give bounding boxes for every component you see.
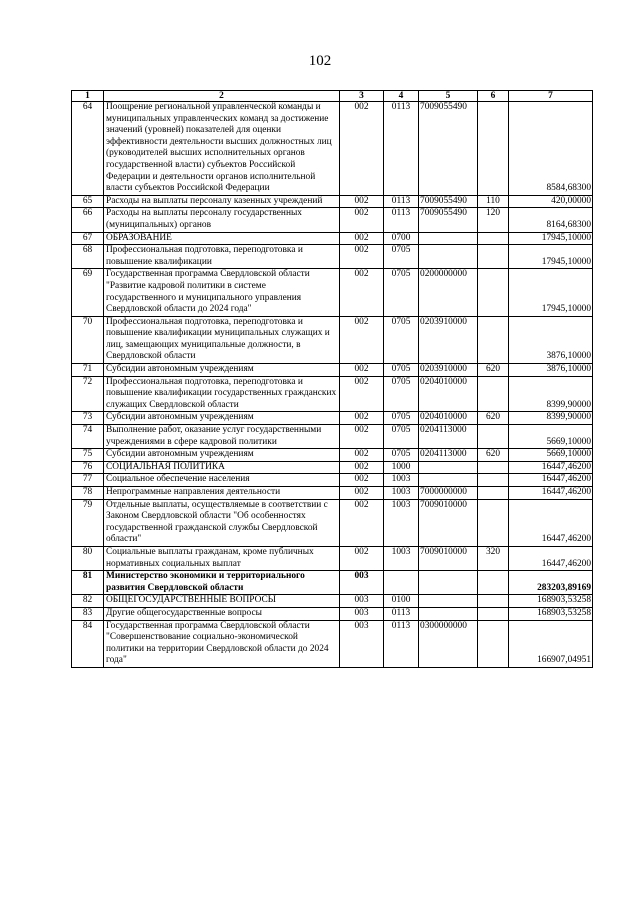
row-code-3: 003 (340, 607, 384, 620)
row-code-3: 002 (340, 499, 384, 546)
table-row (72, 595, 593, 608)
row-code-6 (478, 474, 509, 487)
row-code-5: 0200000000 (419, 269, 478, 316)
row-number: 76 (72, 461, 104, 474)
row-name: Социальное обеспечение населения (104, 474, 340, 487)
row-code-6 (478, 425, 509, 449)
row-code-3: 002 (340, 269, 384, 316)
row-code-3: 002 (340, 232, 384, 245)
row-code-4: 0705 (384, 376, 419, 412)
row-code-3: 002 (340, 449, 384, 462)
row-code-6 (478, 571, 509, 595)
row-name: Отдельные выплаты, осуществляемые в соответствии с Законом Свердловской области "Об особенностях государственной гражданской службы Свердловской области" (104, 499, 340, 546)
row-code-4: 0100 (384, 595, 419, 608)
row-code-4: 0705 (384, 364, 419, 377)
table-row (72, 232, 593, 245)
col-header-6: 6 (478, 91, 509, 102)
row-name: Выполнение работ, оказание услуг государственными учреждениями в сфере кадровой политики (104, 425, 340, 449)
row-code-4: 1000 (384, 461, 419, 474)
row-name: Субсидии автономным учреждениям (104, 449, 340, 462)
row-name: Профессиональная подготовка, переподготовка и повышение квалификации государственных гражданских служащих Свердловской области (104, 376, 340, 412)
col-header-1: 1 (72, 91, 104, 102)
row-amount: 5669,10000 (509, 449, 593, 462)
table-row (72, 425, 593, 449)
row-name: ОБЩЕГОСУДАРСТВЕННЫЕ ВОПРОСЫ (104, 595, 340, 608)
row-code-6 (478, 269, 509, 316)
row-code-5: 0203910000 (419, 364, 478, 377)
row-code-3: 003 (340, 620, 384, 667)
row-number: 65 (72, 195, 104, 208)
row-code-4: 1003 (384, 499, 419, 546)
row-number: 69 (72, 269, 104, 316)
row-code-6 (478, 620, 509, 667)
row-code-3: 003 (340, 571, 384, 595)
table-row (72, 474, 593, 487)
row-code-5: 7009010000 (419, 499, 478, 546)
header-row (72, 91, 593, 102)
row-number: 83 (72, 607, 104, 620)
row-code-4: 0705 (384, 269, 419, 316)
row-name: Государственная программа Свердловской области "Развитие кадровой политики в системе государственного и муниципального управления Свердловской области до 2024 года" (104, 269, 340, 316)
row-code-5: 7000000000 (419, 487, 478, 500)
row-code-4: 1003 (384, 487, 419, 500)
row-amount: 16447,46200 (509, 499, 593, 546)
row-code-3: 003 (340, 595, 384, 608)
row-code-6 (478, 499, 509, 546)
row-amount: 8164,68300 (509, 208, 593, 232)
row-code-4: 0705 (384, 412, 419, 425)
row-code-5 (419, 232, 478, 245)
row-code-5 (419, 461, 478, 474)
row-code-3: 002 (340, 412, 384, 425)
row-number: 82 (72, 595, 104, 608)
table-row (72, 195, 593, 208)
row-code-5: 0203910000 (419, 316, 478, 363)
row-code-3: 002 (340, 461, 384, 474)
row-code-6: 110 (478, 195, 509, 208)
row-code-4: 0705 (384, 449, 419, 462)
row-code-6: 620 (478, 364, 509, 377)
col-header-3: 3 (340, 91, 384, 102)
row-code-5: 0204010000 (419, 412, 478, 425)
row-name: Профессиональная подготовка, переподготовка и повышение квалификации (104, 245, 340, 269)
row-code-5: 0204113000 (419, 425, 478, 449)
row-code-5 (419, 474, 478, 487)
row-code-4: 0705 (384, 245, 419, 269)
row-code-5: 0204010000 (419, 376, 478, 412)
table-row (72, 571, 593, 595)
row-number: 77 (72, 474, 104, 487)
row-code-6 (478, 245, 509, 269)
row-code-3: 002 (340, 316, 384, 363)
row-number: 71 (72, 364, 104, 377)
row-code-6 (478, 595, 509, 608)
row-name: Расходы на выплаты персоналу государственных (муниципальных) органов (104, 208, 340, 232)
row-code-3: 002 (340, 487, 384, 500)
row-code-4: 0113 (384, 620, 419, 667)
row-number: 68 (72, 245, 104, 269)
row-code-6 (478, 607, 509, 620)
row-amount: 8399,90000 (509, 412, 593, 425)
row-code-6 (478, 316, 509, 363)
row-code-4: 0705 (384, 425, 419, 449)
row-code-5: 7009010000 (419, 546, 478, 570)
row-code-5 (419, 595, 478, 608)
row-number: 72 (72, 376, 104, 412)
row-amount: 17945,10000 (509, 245, 593, 269)
table-row (72, 449, 593, 462)
row-amount: 166907,04951 (509, 620, 593, 667)
row-number: 67 (72, 232, 104, 245)
table-row (72, 461, 593, 474)
row-number: 81 (72, 571, 104, 595)
row-code-4: 0113 (384, 208, 419, 232)
row-number: 74 (72, 425, 104, 449)
row-code-4: 1003 (384, 474, 419, 487)
row-amount: 283203,89169 (509, 571, 593, 595)
row-code-5: 7009055490 (419, 208, 478, 232)
row-number: 80 (72, 546, 104, 570)
row-name: Государственная программа Свердловской области "Совершенствование социально-экономической политики на территории Свердловской области до 2024 года" (104, 620, 340, 667)
row-code-3: 002 (340, 245, 384, 269)
row-amount: 16447,46200 (509, 474, 593, 487)
row-code-6 (478, 102, 509, 196)
table-row (72, 546, 593, 570)
row-code-3: 002 (340, 208, 384, 232)
row-name: ОБРАЗОВАНИЕ (104, 232, 340, 245)
row-code-6 (478, 461, 509, 474)
row-code-6 (478, 376, 509, 412)
row-number: 70 (72, 316, 104, 363)
row-number: 64 (72, 102, 104, 196)
row-code-5: 0300000000 (419, 620, 478, 667)
row-code-4: 0705 (384, 316, 419, 363)
row-code-5 (419, 571, 478, 595)
row-amount: 168903,53258 (509, 595, 593, 608)
row-name: Расходы на выплаты персоналу казенных учреждений (104, 195, 340, 208)
table-row (72, 620, 593, 667)
row-number: 84 (72, 620, 104, 667)
row-code-3: 002 (340, 195, 384, 208)
row-amount: 3876,10000 (509, 316, 593, 363)
table-row (72, 102, 593, 196)
row-code-5 (419, 607, 478, 620)
row-name: Другие общегосударственные вопросы (104, 607, 340, 620)
row-amount: 8584,68300 (509, 102, 593, 196)
row-code-5: 7009055490 (419, 195, 478, 208)
row-code-6: 620 (478, 412, 509, 425)
table-row (72, 208, 593, 232)
table-row (72, 316, 593, 363)
row-code-4 (384, 571, 419, 595)
budget-table (71, 90, 593, 668)
row-code-4: 0113 (384, 607, 419, 620)
row-code-3: 002 (340, 474, 384, 487)
row-number: 75 (72, 449, 104, 462)
row-code-4: 0113 (384, 102, 419, 196)
row-name: Субсидии автономным учреждениям (104, 364, 340, 377)
row-code-5: 7009055490 (419, 102, 478, 196)
row-number: 78 (72, 487, 104, 500)
col-header-4: 4 (384, 91, 419, 102)
row-code-3: 002 (340, 102, 384, 196)
table-row (72, 412, 593, 425)
row-code-3: 002 (340, 376, 384, 412)
row-name: СОЦИАЛЬНАЯ ПОЛИТИКА (104, 461, 340, 474)
row-name: Поощрение региональной управленческой команды и муниципальных управленческих команд за достижение значений (уровней) показателей для оценки эффективности деятельности высших должностных лиц (руководителей высших исполнительных органов государственной власти) субъектов Российской Федерации и деятельности органов исполнительной власти субъектов Российской Федерации (104, 102, 340, 196)
row-amount: 5669,10000 (509, 425, 593, 449)
col-header-7: 7 (509, 91, 593, 102)
table-row (72, 487, 593, 500)
row-amount: 17945,10000 (509, 232, 593, 245)
row-code-6 (478, 487, 509, 500)
row-number: 73 (72, 412, 104, 425)
row-amount: 16447,46200 (509, 461, 593, 474)
row-amount: 420,00000 (509, 195, 593, 208)
row-name: Министерство экономики и территориального развития Свердловской области (104, 571, 340, 595)
row-amount: 8399,90000 (509, 376, 593, 412)
row-name: Социальные выплаты гражданам, кроме публичных нормативных социальных выплат (104, 546, 340, 570)
row-code-4: 0700 (384, 232, 419, 245)
table-row (72, 607, 593, 620)
row-code-6: 620 (478, 449, 509, 462)
table-row (72, 245, 593, 269)
page-number: 102 (308, 53, 332, 69)
row-code-5: 0204113000 (419, 449, 478, 462)
row-code-3: 002 (340, 425, 384, 449)
table-row (72, 269, 593, 316)
row-number: 79 (72, 499, 104, 546)
table-row (72, 376, 593, 412)
row-code-3: 002 (340, 364, 384, 377)
row-code-3: 002 (340, 546, 384, 570)
row-code-4: 1003 (384, 546, 419, 570)
row-name: Непрограммные направления деятельности (104, 487, 340, 500)
row-amount: 168903,53258 (509, 607, 593, 620)
table-row (72, 364, 593, 377)
row-name: Субсидии автономным учреждениям (104, 412, 340, 425)
row-code-6: 320 (478, 546, 509, 570)
row-code-6 (478, 232, 509, 245)
row-amount: 16447,46200 (509, 546, 593, 570)
row-code-6: 120 (478, 208, 509, 232)
row-name: Профессиональная подготовка, переподготовка и повышение квалификации муниципальных служащих и лиц, замещающих муниципальные должности, в Свердловской области (104, 316, 340, 363)
table-row (72, 499, 593, 546)
col-header-2: 2 (104, 91, 340, 102)
row-number: 66 (72, 208, 104, 232)
row-code-5 (419, 245, 478, 269)
col-header-5: 5 (419, 91, 478, 102)
row-amount: 3876,10000 (509, 364, 593, 377)
row-amount: 16447,46200 (509, 487, 593, 500)
row-amount: 17945,10000 (509, 269, 593, 316)
row-code-4: 0113 (384, 195, 419, 208)
